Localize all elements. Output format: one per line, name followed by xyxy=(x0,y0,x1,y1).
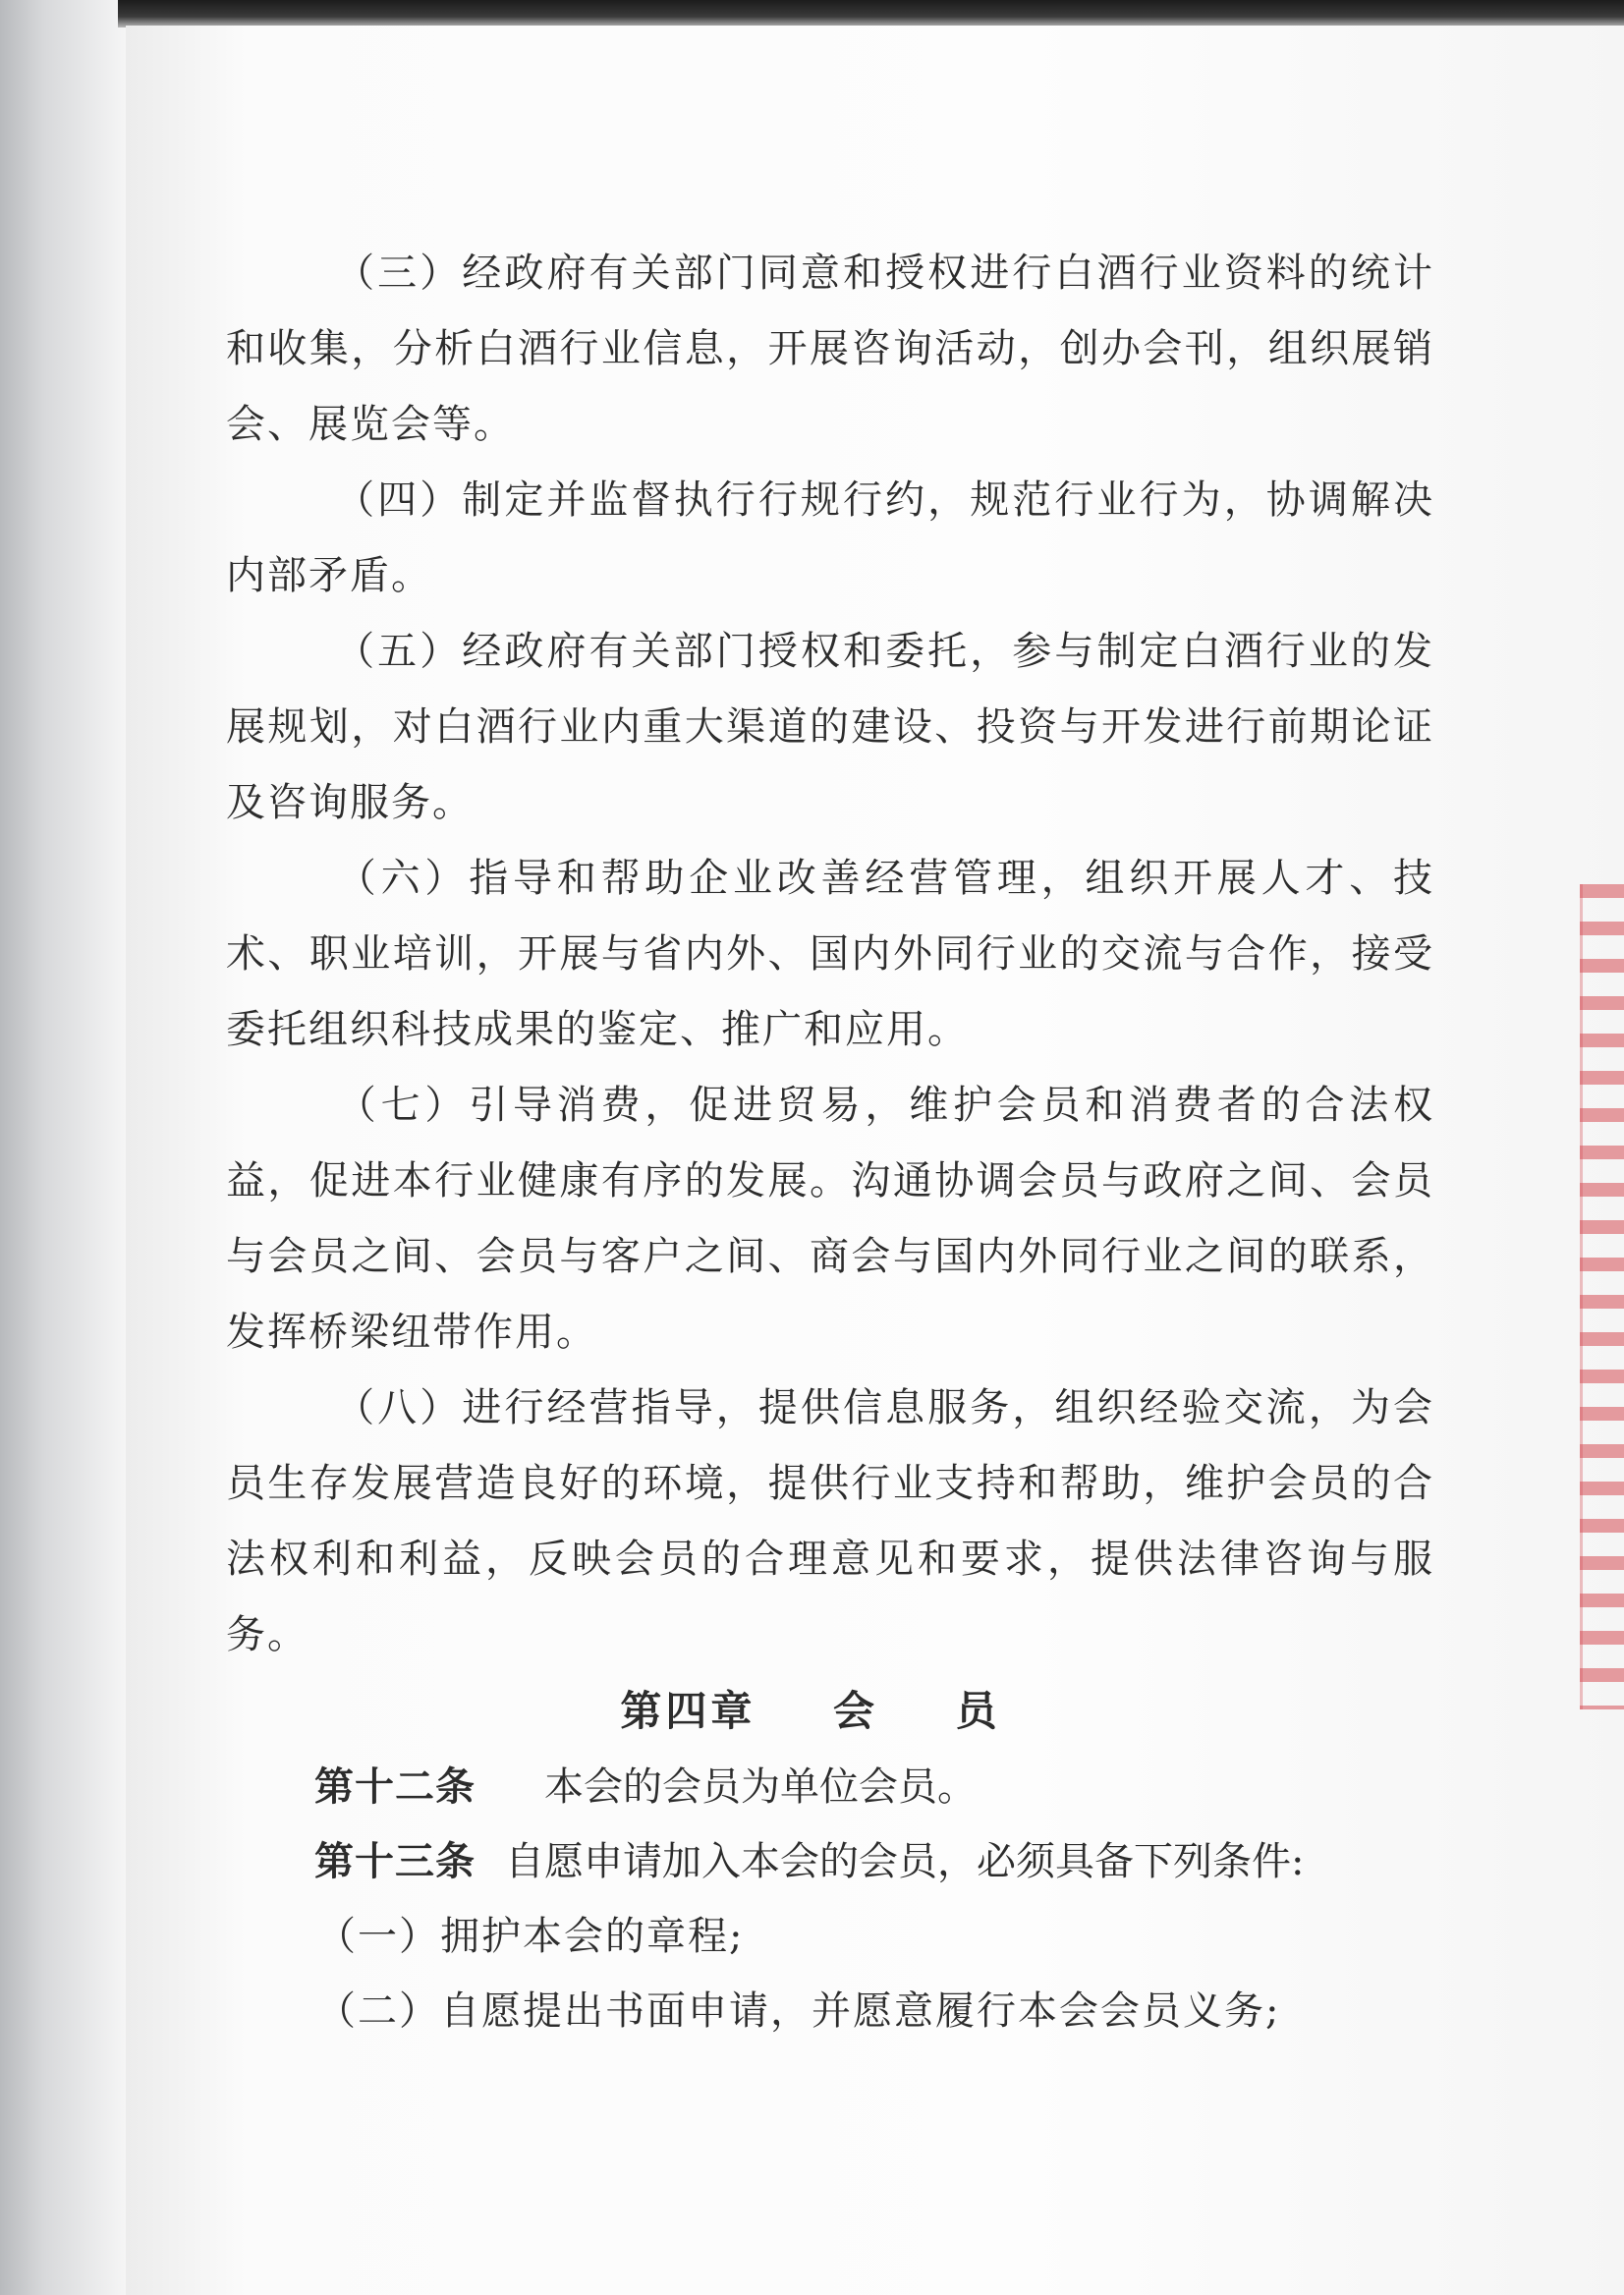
article-label: 第十三条 xyxy=(314,1839,476,1884)
article-label: 第十二条 xyxy=(314,1764,476,1810)
article-text: 自愿申请加入本会的会员，必须具备下列条件: xyxy=(505,1839,1305,1884)
chapter-title: 第四章 会 员 xyxy=(620,1687,1001,1735)
paragraph-5: （五）经政府有关部门授权和委托，参与制定白酒行业的发展规划，对白酒行业内重大渠道的建设、投资与开发进行前期论证及咨询服务。 xyxy=(226,629,1434,825)
list-item: （二）自愿提出书面申请，并愿意履行本会会员义务; xyxy=(316,1988,1281,2034)
paragraph-6: （六）指导和帮助企业改善经营管理，组织开展人才、技术、职业培训，开展与省内外、国内外同行业的交流与合作，接受委托组织科技成果的鉴定、推广和应用。 xyxy=(226,856,1434,1052)
list-item: （一）拥护本会的章程; xyxy=(316,1914,745,1959)
paragraph-4: （四）制定并监督执行行规行约，规范行业行为，协调解决内部矛盾。 xyxy=(226,477,1434,598)
scan-top-edge xyxy=(118,0,1624,28)
red-seal-stamp xyxy=(1580,884,1624,1709)
page-gutter-shadow xyxy=(0,0,128,2295)
document-body xyxy=(226,236,1434,2048)
paragraph-8: （八）进行经营指导，提供信息服务，组织经验交流，为会员生存发展营造良好的环境，提供行业支持和帮助，维护会员的合法权利和利益，反映会员的合理意见和要求，提供法律咨询与服务。 xyxy=(226,1385,1434,1657)
paragraph-7: （七）引导消费，促进贸易，维护会员和消费者的合法权益，促进本行业健康有序的发展。沟通协调会员与政府之间、会员与会员之间、会员与客户之间、商会与国内外同行业之间的联系，发挥桥梁纽带作用。 xyxy=(226,1083,1434,1355)
paragraph-3: （三）经政府有关部门同意和授权进行白酒行业资料的统计和收集，分析白酒行业信息，开展咨询活动，创办会刊，组织展销会、展览会等。 xyxy=(226,251,1434,447)
article-13 xyxy=(226,1824,1434,1899)
article-12 xyxy=(226,1750,1434,1824)
article-text: 本会的会员为单位会员。 xyxy=(544,1764,977,1810)
